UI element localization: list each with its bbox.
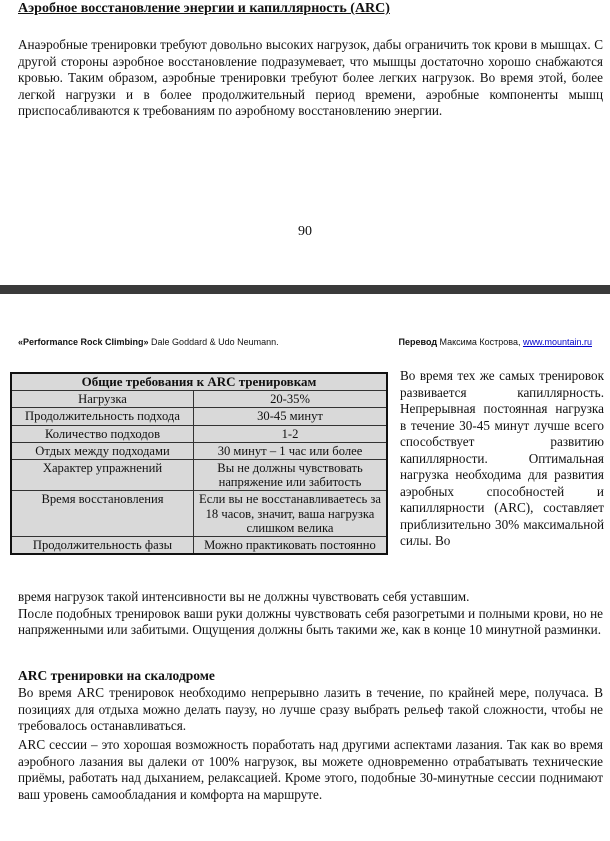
row-label: Количество подходов <box>11 425 194 442</box>
side-paragraph: Во время тех же самых тренировок развивается капиллярность. Непрерывная постоянная нагрузка в течение 30-45 минут лучше всего способствует развитию капиллярности. Оптимальная нагрузка необходима для развития аэробных способностей и капиллярности (ARC), составляет приблизительно 30% максимальной силы. Во <box>400 368 604 548</box>
arc-requirements-table <box>10 372 388 555</box>
intro-paragraph: Анаэробные тренировки требуют довольно высоких нагрузок, дабы ограничить ток крови в мышцах. С другой стороны аэробное восстановление подразумевает, что мышцы достаточно хорошо снабжаются кровью. Таким образом, аэробные тренировки требуют более легких нагрузок. Во время этой, более легкой нагрузки и в более продолжительный период времени, аэробные компоненты мышц приспосабливаются к требованиям по аэробному восстановлению энергии. <box>18 37 603 119</box>
row-label: Нагрузка <box>11 391 194 408</box>
book-title: «Performance Rock Climbing» <box>18 337 149 347</box>
row-label: Продолжительность фазы <box>11 537 194 555</box>
bottom-page <box>0 294 610 841</box>
continuation-paragraph <box>18 589 603 639</box>
row-value: Вы не должны чувствовать напряжение или забитость <box>194 460 388 491</box>
row-value: 20-35% <box>194 391 388 408</box>
running-header-translation <box>399 337 592 347</box>
table-row <box>11 491 387 537</box>
arc-paragraph-2: ARC сессии – это хорошая возможность поработать над другими аспектами лазания. Так как во время аэробного лазания вы далеки от 100% нагрузок, вы можете одновременно отрабатывать технические приёмы, работать над дыханием, релаксацией. Кроме этого, подобные 30-минутные сессии поднимают ваш уровень самообладания и комфорта на маршруте. <box>18 737 603 802</box>
translator-name: Максима Кострова, <box>437 337 523 347</box>
row-label: Время восстановления <box>11 491 194 537</box>
row-value: 30-45 минут <box>194 408 388 425</box>
row-label: Продолжительность подхода <box>11 408 194 425</box>
after-text: После подобных тренировок ваши руки должны чувствовать себя разогретыми и полными крови, но не напряженными или забитыми. Ощущения должны быть такими же, как в конце 10 минутной разминки. <box>18 605 603 638</box>
table-title-row <box>11 373 387 391</box>
book-authors: Dale Goddard & Udo Neumann. <box>148 337 279 347</box>
table-row <box>11 460 387 491</box>
row-value: 1-2 <box>194 425 388 442</box>
section-title: Аэробное восстановление энергии и капиллярность (ARC) <box>18 1 390 16</box>
top-page <box>0 0 610 285</box>
row-value: Если вы не восстанавливаетесь за 18 часов, значит, ваша нагрузка слишком велика <box>194 491 388 537</box>
row-label: Отдых между подходами <box>11 442 194 459</box>
row-label: Характер упражнений <box>11 460 194 491</box>
arc-paragraph-1: Во время ARC тренировок необходимо непрерывно лазить в течение, по крайней мере, получаса. В позициях для отдыха можно делать паузу, но лучше сразу выбрать рельеф такой сложности, чтобы не требовалось останавливаться. <box>18 685 603 734</box>
table-row <box>11 537 387 555</box>
table-row <box>11 391 387 408</box>
row-value: Можно практиковать постоянно <box>194 537 388 555</box>
translation-label: Перевод <box>398 337 438 347</box>
row-value: 30 минут – 1 час или более <box>194 442 388 459</box>
table-row <box>11 425 387 442</box>
page-number: 90 <box>298 224 312 239</box>
table-title: Общие требования к ARC тренировкам <box>11 373 387 391</box>
site-link[interactable]: www.mountain.ru <box>522 337 592 347</box>
table-row <box>11 442 387 459</box>
continuation-text: время нагрузок такой интенсивности вы не должны чувствовать себя уставшим. <box>18 589 470 604</box>
page-separator <box>0 285 610 294</box>
running-header-book <box>18 337 279 347</box>
table-row <box>11 408 387 425</box>
subsection-title: ARC тренировки на скалодроме <box>18 668 215 683</box>
